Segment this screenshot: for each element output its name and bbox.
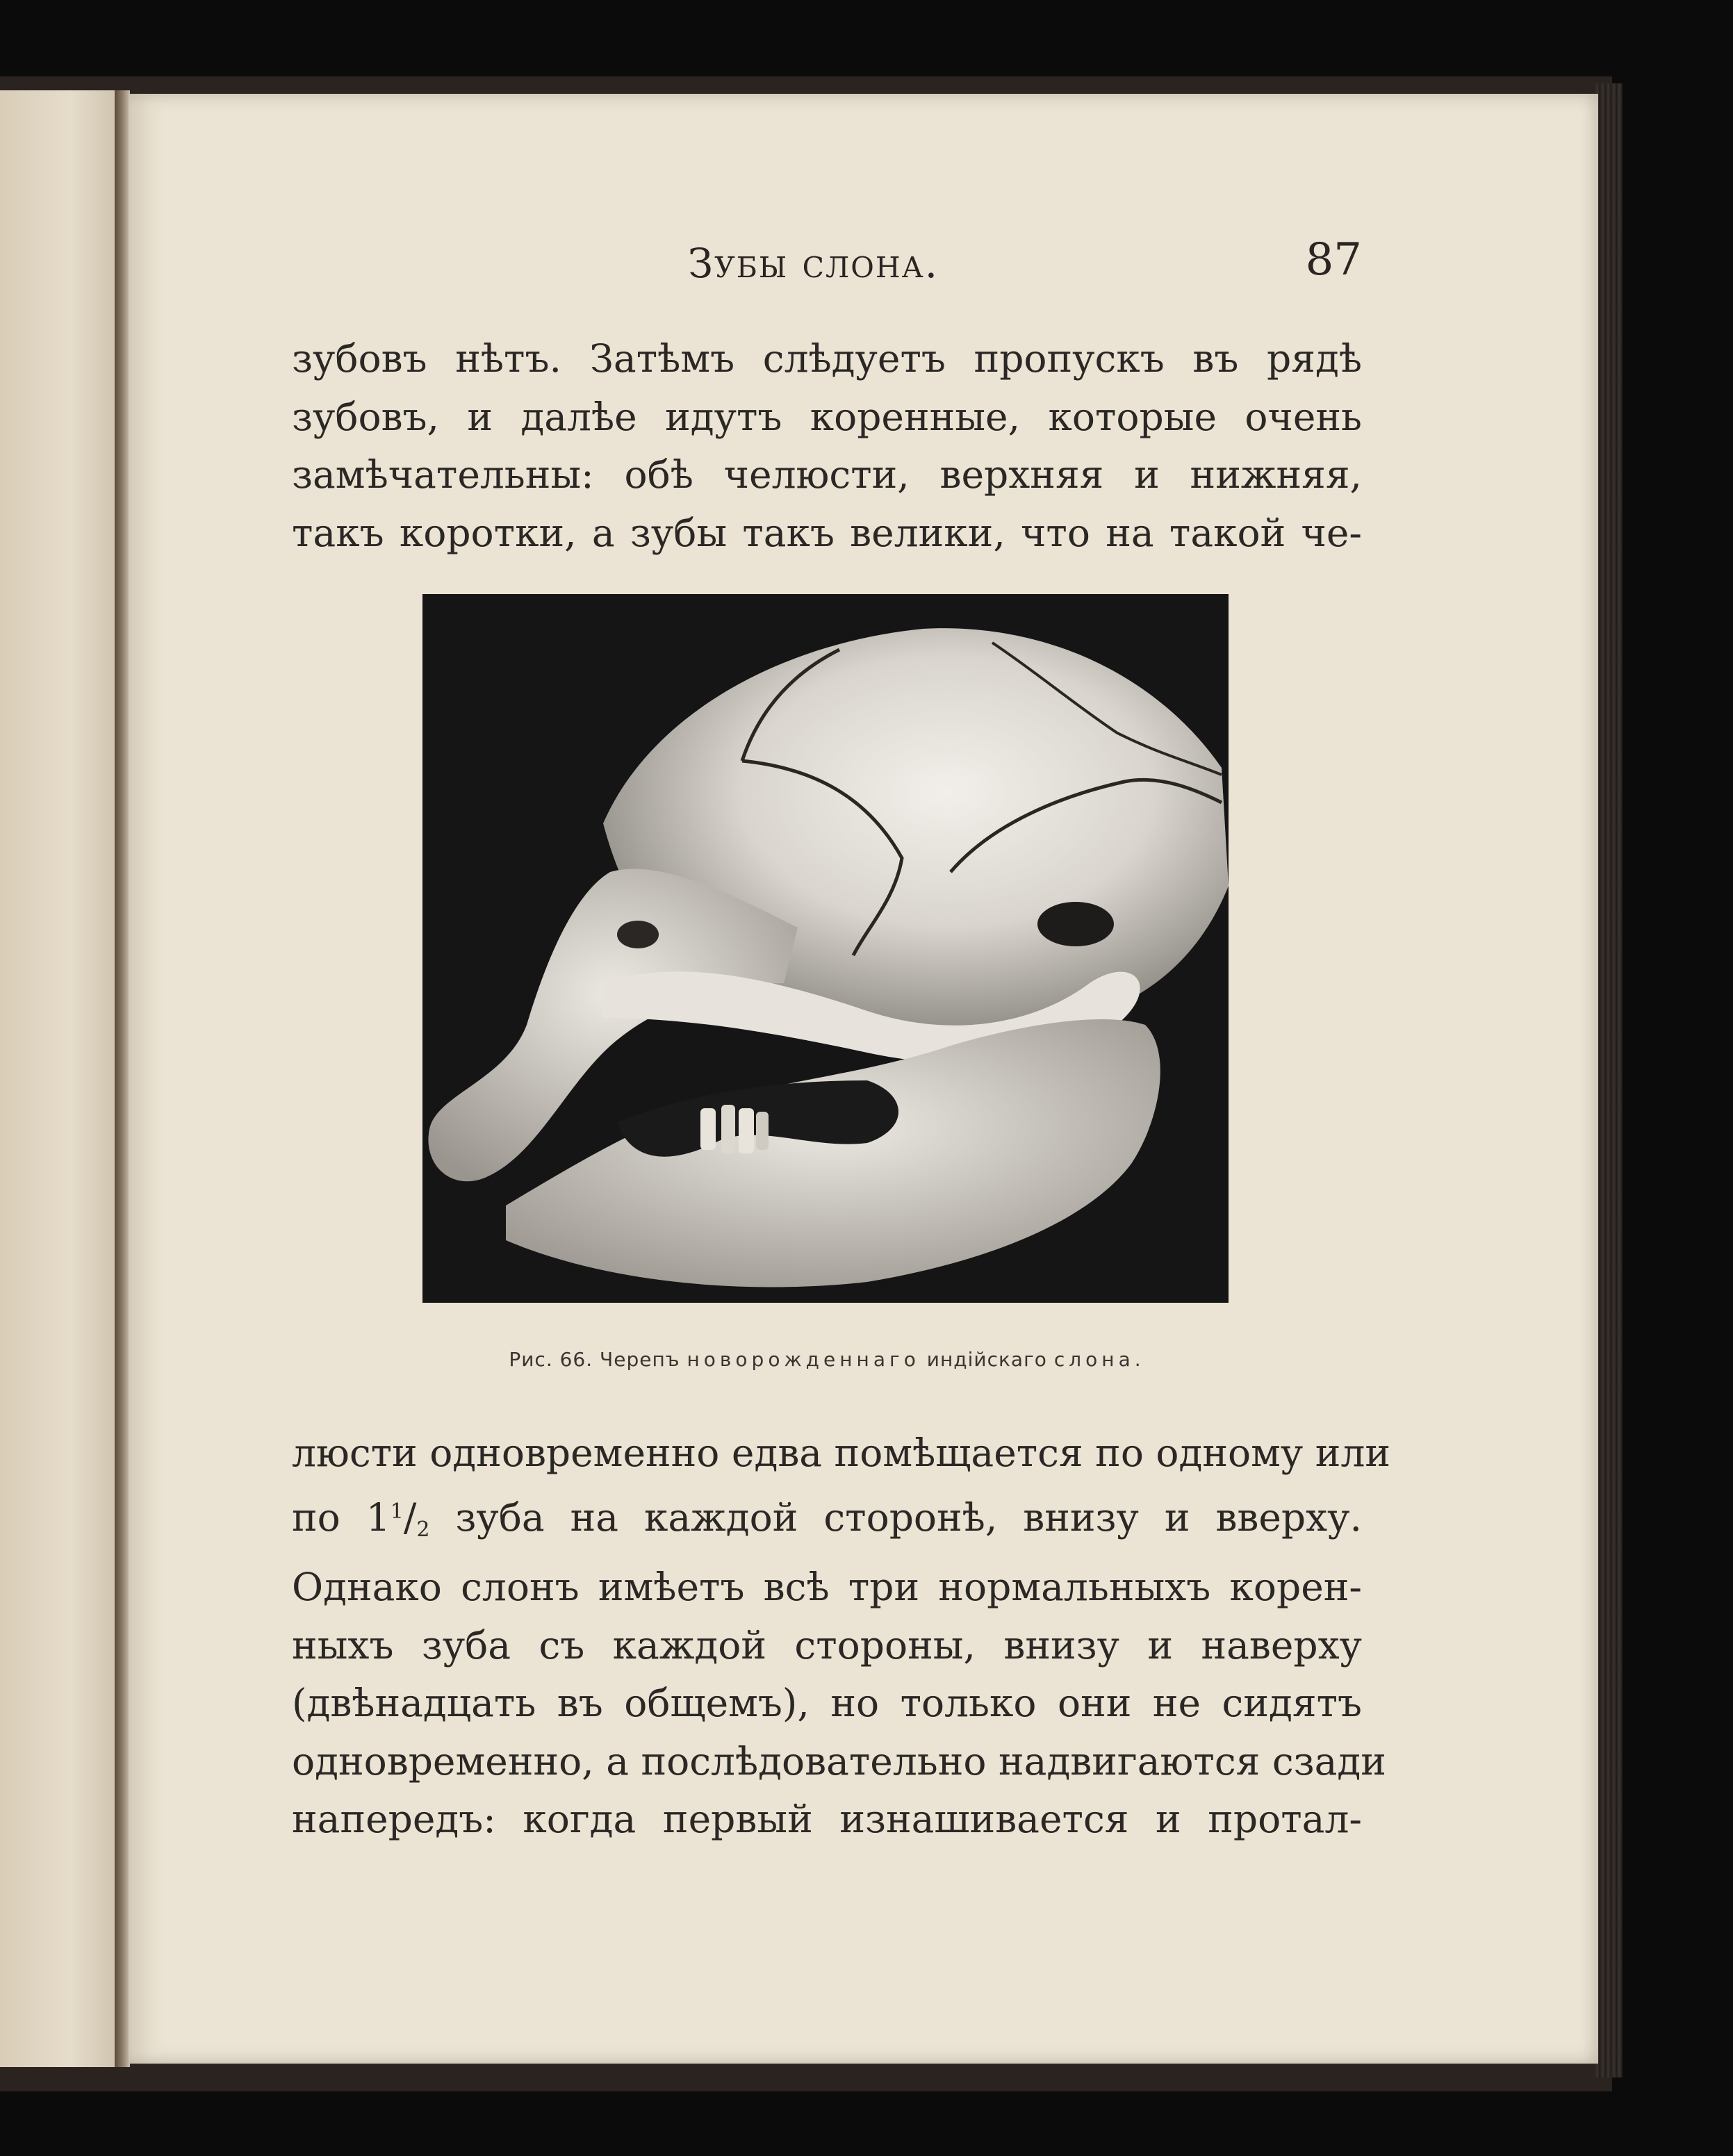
text-line: такъ коротки, а зубы такъ велики, что на такой че-	[292, 510, 1362, 555]
text-line: одновременно, а послѣдовательно надвигаются сзади	[292, 1738, 1386, 1784]
fraction-prefix: по	[292, 1495, 340, 1540]
skull-illustration	[422, 594, 1229, 1303]
text-line: замѣчательны: обѣ челюсти, верхняя и нижняя,	[292, 452, 1362, 497]
caption-middle: индійскаго	[926, 1348, 1047, 1371]
running-title: Зубы слона.	[688, 240, 939, 287]
caption-prefix: Рис. 66. Черепъ	[509, 1348, 680, 1371]
text-line-rest: зуба на каждой сторонѣ, внизу и вверху.	[455, 1495, 1363, 1540]
fraction-numerator: 1	[390, 1499, 404, 1524]
text-line: напередъ: когда первый изнашивается и протал-	[292, 1797, 1362, 1841]
text-line: зубовъ нѣтъ. Затѣмъ слѣдуетъ пропускъ въ рядѣ	[292, 336, 1362, 381]
text-paragraph-bottom	[292, 1424, 1391, 1849]
left-page-edge	[0, 90, 118, 2067]
book-gutter	[115, 90, 130, 2067]
caption-end: слона.	[1053, 1348, 1145, 1371]
fraction-denominator: 2	[416, 1517, 430, 1542]
text-line: ныхъ зуба съ каждой стороны, внизу и наверху	[292, 1622, 1362, 1668]
fraction: $1^1/_2$	[366, 1495, 430, 1542]
fraction-whole: 1	[366, 1495, 391, 1540]
page-stack-edge	[1595, 83, 1623, 2077]
text-line: зубовъ, и далѣе идутъ коренные, которые очень	[292, 394, 1362, 439]
text-line: (двѣнадцать въ общемъ), но только они не сидятъ	[292, 1681, 1362, 1725]
page-number: 87	[1305, 234, 1362, 286]
skull-photograph	[422, 594, 1229, 1303]
text-line-fraction	[292, 1483, 1362, 1559]
figure-caption	[292, 1348, 1362, 1371]
text-paragraph-top	[292, 330, 1362, 562]
caption-spaced: новорожденнаго	[687, 1348, 920, 1371]
text-line: Однако слонъ имѣетъ всѣ три нормальныхъ корен-	[292, 1565, 1362, 1609]
running-head	[292, 234, 1362, 302]
text-line: люсти одновременно едва помѣщается по одному или	[292, 1431, 1391, 1475]
